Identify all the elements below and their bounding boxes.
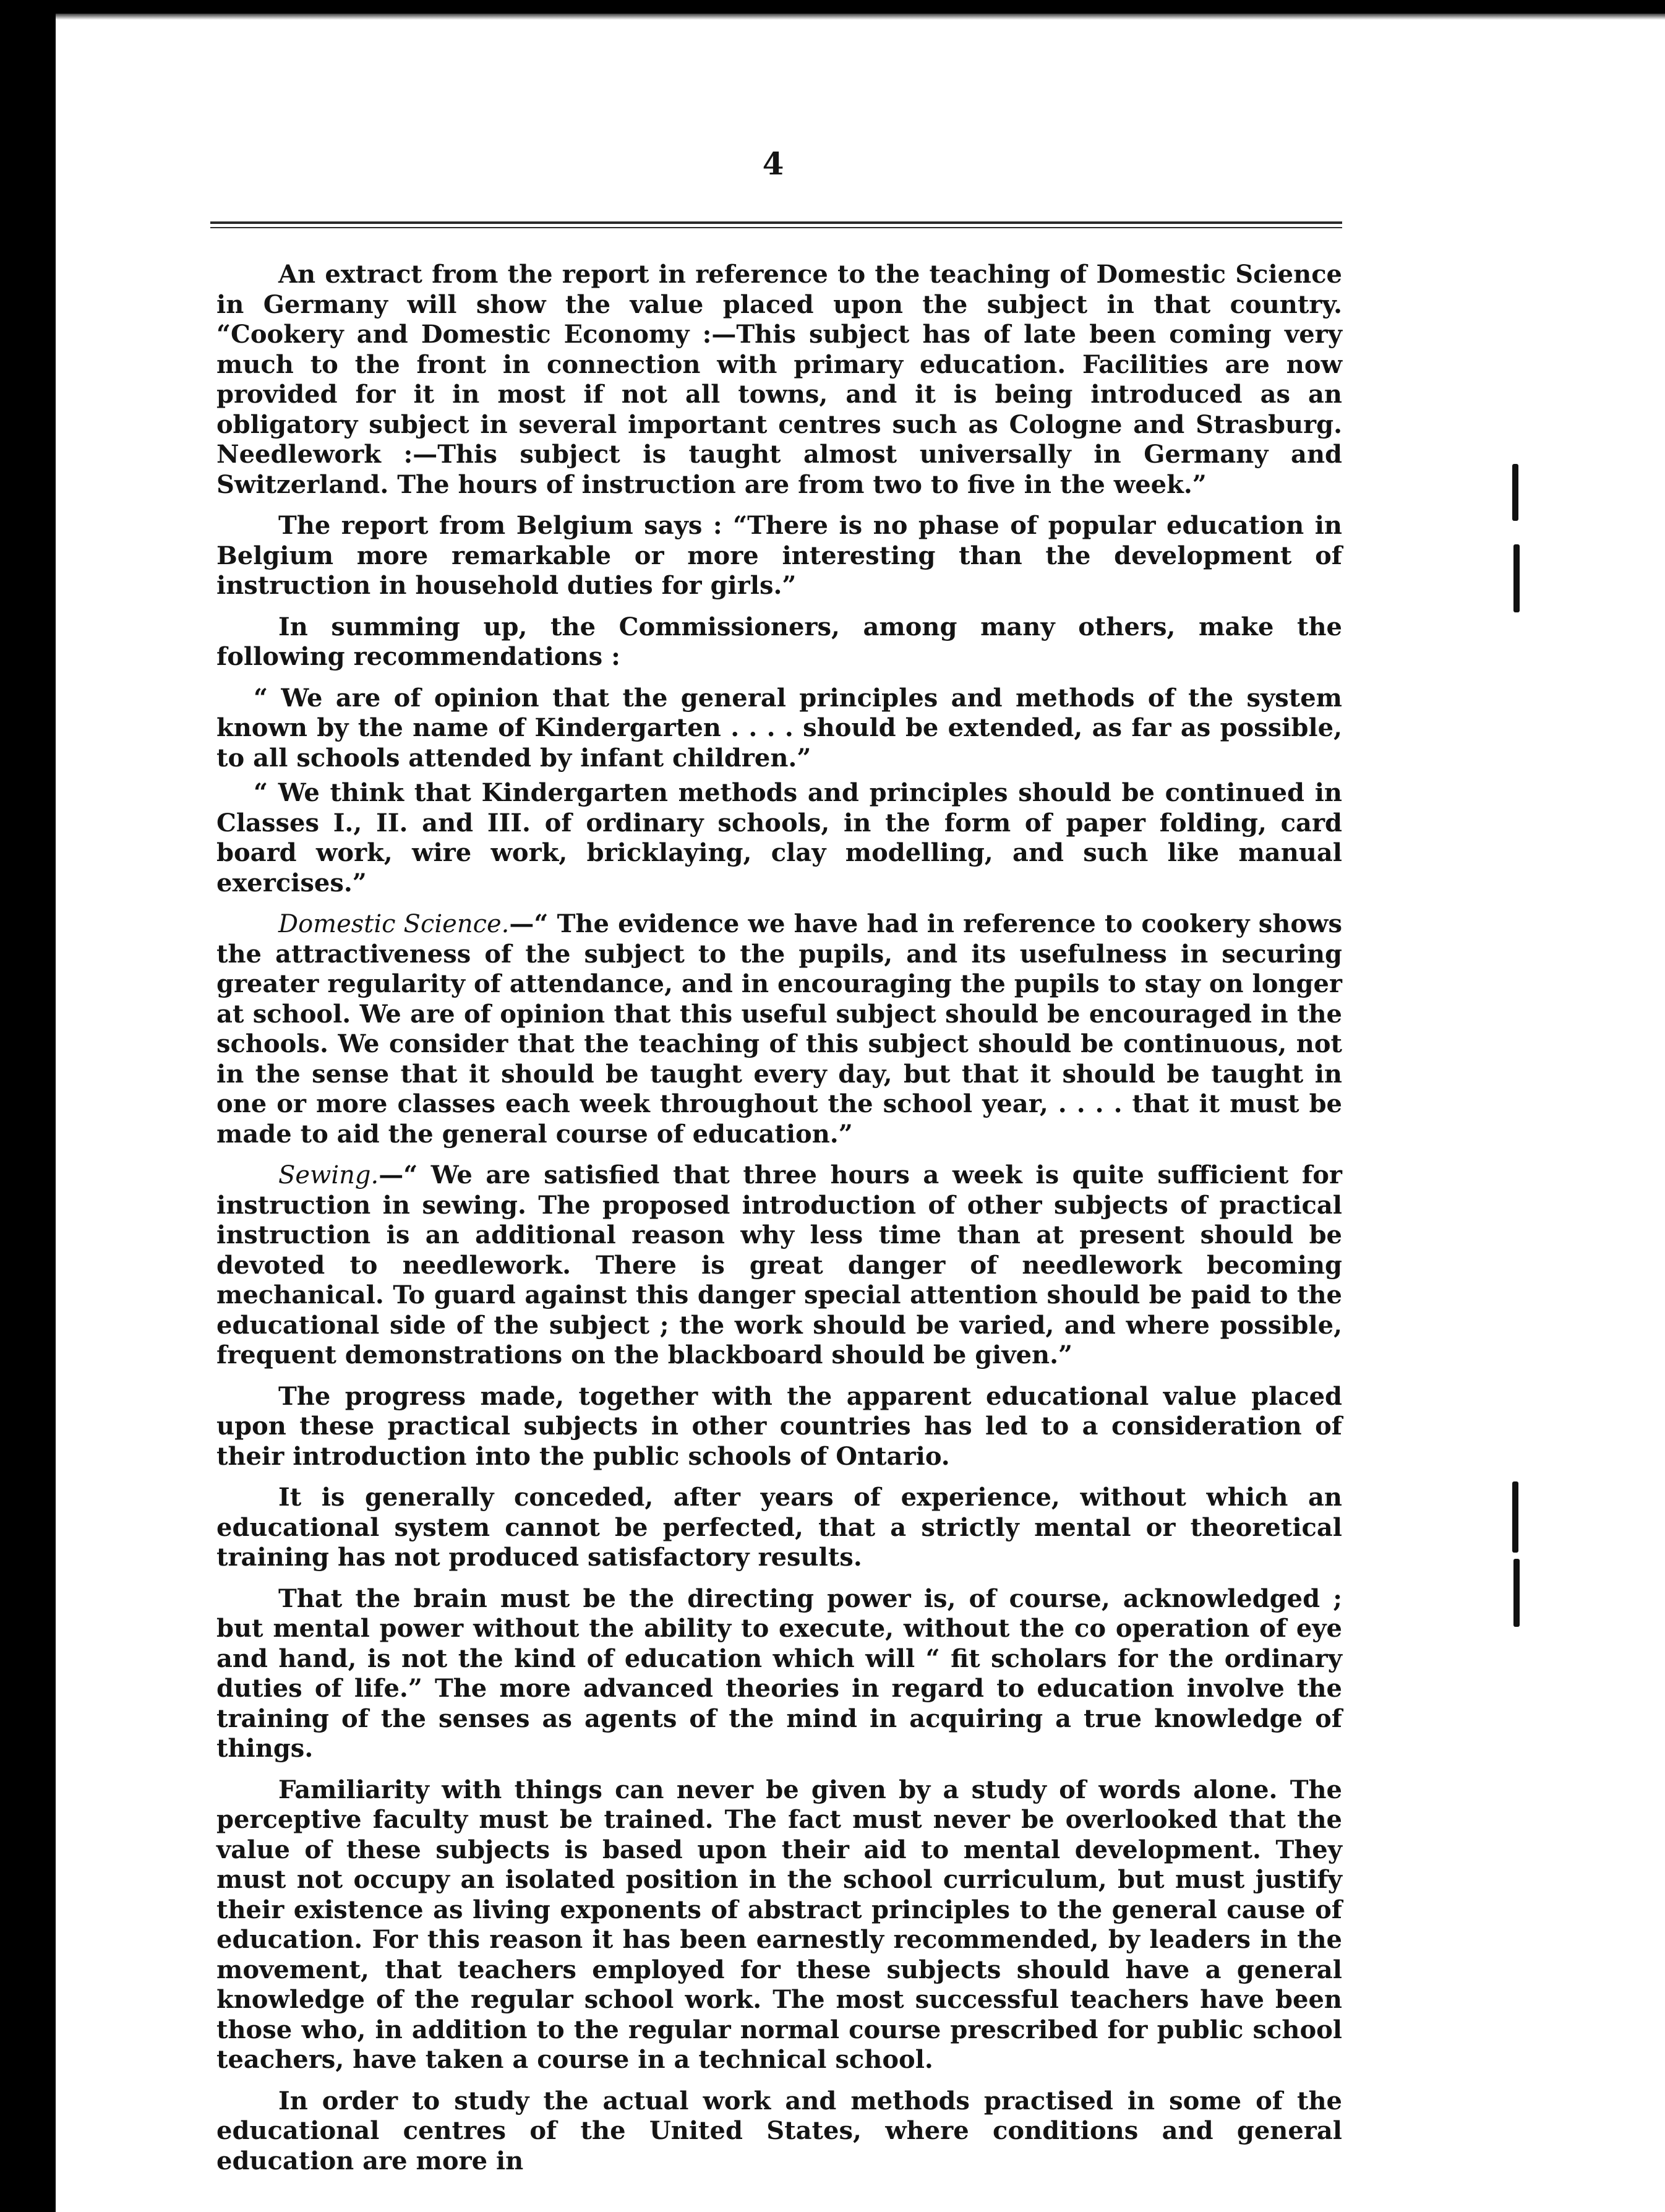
header-rule-thick [210, 221, 1342, 224]
paragraph-text: Familiarity with things can never be given by a study of words alone. The perceptive faculty must be trained. The fact must never be overlooked that the value of these subjects is based upon their aid to mental development. They must not occupy an isolated position in the school curriculum, but must justify their existence as living exponents of abstract principles to the general cause of education. For this reason it has been earnestly recommended, by leaders in the movement, that teachers employed for these subjects should have a general knowledge of the regular school work. The most successful teachers have been those who, in addition to the regular normal course prescribed for public school teachers, have taken a course in a technical school. [216, 1775, 1342, 2074]
paragraph-text: That the brain must be the directing power is, of course, acknowledged ; but mental power without the ability to execute, without the co operation of eye and hand, is not the kind of education which will “ fit scholars for the ordinary duties of life.” The more advanced theories in regard to education involve the training of the senses as agents of the mind in acquiring a true knowledge of things. [216, 1584, 1342, 1763]
paragraph-recommendations-intro [216, 612, 1342, 672]
paragraph-generally-conceded [216, 1483, 1342, 1573]
scan-top-border [0, 0, 1665, 14]
page-number: 4 [762, 145, 784, 182]
paragraph-text: In summing up, the Commissioners, among many others, make the following recommendations : [216, 612, 1342, 671]
paragraph-text: —“ The evidence we have had in reference to cookery shows the attractiveness of the subject to the pupils, and its usefulness in securing greater regularity of attendance, and in encouraging the pupils to stay on longer at school. We are of opinion that this useful subject should be encouraged in the schools. We consider that the teaching of this subject should be continuous, not in the sense that it should be taught every day, but that it should be taught in one or more classes each week throughout the school year, . . . . that it must be made to aid the general course of education.” [216, 909, 1342, 1149]
margin-mark [1512, 464, 1518, 521]
quote-kindergarten-extension [216, 684, 1342, 774]
paragraph-domestic-science [216, 909, 1342, 1149]
paragraph-text: The report from Belgium says : “There is no phase of popular education in Belgium more remarkable or more interesting than the development of instruction in household duties for girls.” [216, 511, 1342, 600]
paragraph-text: It is generally conceded, after years of experience, without which an educational system cannot be perfected, that a strictly mental or theoretical training has not produced satisfactory results. [216, 1483, 1342, 1572]
paragraph-united-states [216, 2086, 1342, 2177]
paragraph-familiarity [216, 1775, 1342, 2075]
paragraph-text: In order to study the actual work and methods practised in some of the educational centres of the United States, where conditions and general education are more in [216, 2086, 1342, 2176]
paragraph-text: The progress made, together with the apparent educational value placed upon these practical subjects in other countries has led to a consideration of their introduction into the public schools of Ontario. [216, 1381, 1342, 1471]
document-body [216, 260, 1342, 2187]
quote-kindergarten-methods [216, 778, 1342, 898]
section-lead-sewing: Sewing. [278, 1161, 379, 1190]
paragraph-brain-power [216, 1584, 1342, 1764]
scan-top-fade [56, 14, 1665, 20]
paragraph-text: “ We think that Kindergarten methods and principles should be continued in Classes I., II. and III. of ordinary schools, in the form of paper folding, card board work, wire work, bricklaying, clay modelling, and such like manual exercises.” [216, 778, 1342, 898]
paragraph-text: “ We are of opinion that the general principles and methods of the system known by the name of Kindergarten . . . . should be extended, as far as possible, to all schools attended by infant children.” [216, 683, 1342, 773]
paragraph-progress-ontario [216, 1382, 1342, 1472]
header-rule-thin [210, 227, 1342, 228]
paragraph-germany-extract [216, 260, 1342, 500]
margin-mark [1513, 1559, 1520, 1627]
paragraph-text: —“ We are satisfied that three hours a week is quite sufficient for instruction in sewing. The proposed introduction of other subjects of practical instruction is an additional reason why less time than at present should be devoted to needlework. There is great danger of needlework becoming mechanical. To guard against this danger special attention should be paid to the educational side of the subject ; the work should be varied, and where possible, frequent demonstrations on the blackboard should be given.” [216, 1160, 1342, 1370]
section-lead-domestic-science: Domestic Science. [278, 910, 510, 938]
header-rule [210, 221, 1342, 230]
scan-left-border [0, 0, 56, 2212]
margin-mark [1513, 544, 1520, 612]
paragraph-sewing [216, 1160, 1342, 1371]
margin-mark [1512, 1481, 1518, 1553]
paragraph-text: An extract from the report in reference to the teaching of Domestic Science in Germany will show the value placed upon the subject in that country. “Cookery and Domestic Economy :—This subject has of late been coming very much to the front in connection with primary education. Facilities are now provided for it in most if not all towns, and it is being introduced as an obligatory subject in several important centres such as Cologne and Strasburg. Needlework :—This subject is taught almost universally in Germany and Switzerland. The hours of instruction are from two to five in the week.” [216, 260, 1342, 499]
paragraph-belgium-report [216, 511, 1342, 601]
